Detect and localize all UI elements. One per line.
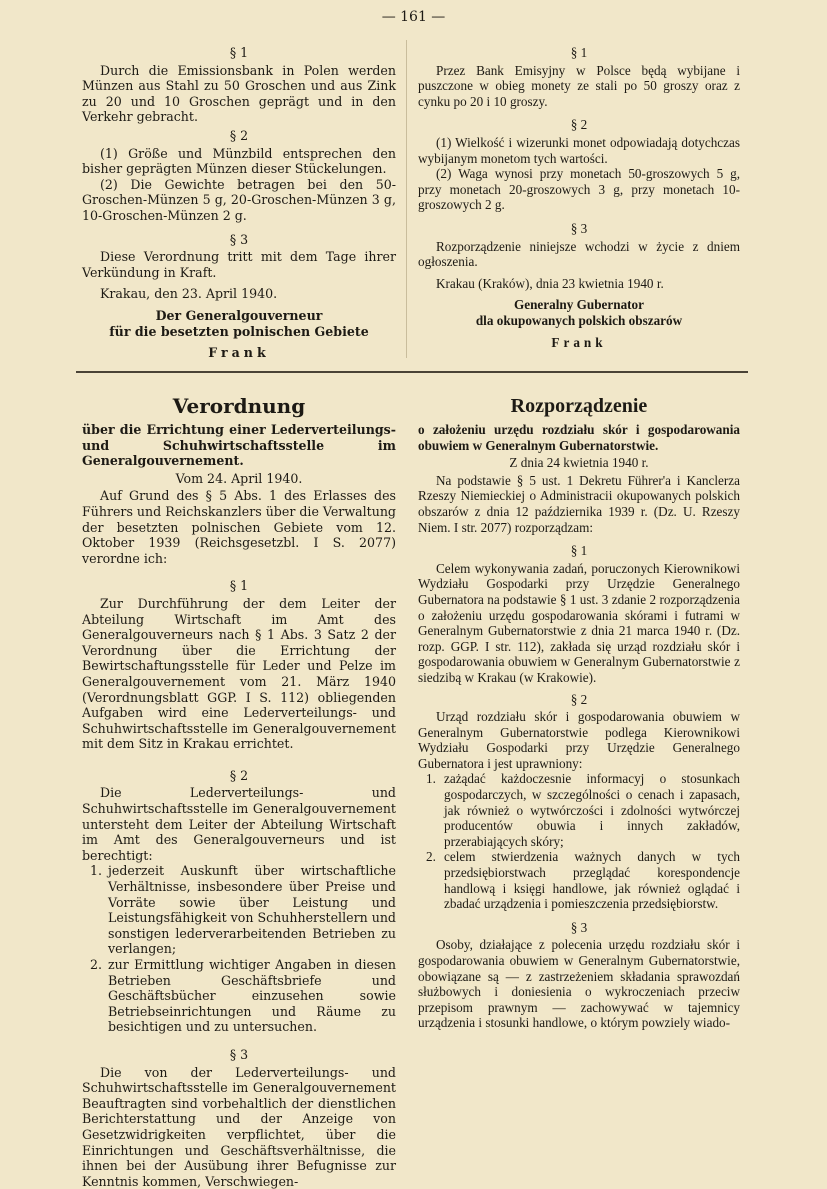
list-number: 2. [90, 957, 103, 972]
page-number: — 161 — [381, 9, 446, 25]
bottom-polish-column [418, 394, 740, 1031]
section-heading: § 3 [229, 231, 249, 247]
paragraph: Die Lederverteilungs- und Schuhwirtschaftsstelle im Generalgouvernement untersteht dem Leiter der Abteilung Wirtschaft im Amt des Generalgouverneurs und ist berechtigt: [82, 785, 396, 863]
preamble: Auf Grund des § 5 Abs. 1 des Erlasses des Führers und Reichskanzlers über die Verwaltung der besetzten polnischen Gebiete vom 12. Oktober 1939 (Reichsgesetzbl. I S. 2077) verordne ich: [82, 488, 396, 566]
section-heading: § 1 [229, 578, 249, 594]
section-heading: § 2 [570, 117, 588, 133]
ordinance-date: Vom 24. April 1940. [175, 470, 303, 486]
list-number: 2. [426, 849, 436, 865]
authority-list [82, 863, 396, 1035]
paragraph: Zur Durchführung der dem Leiter der Abteilung Wirtschaft im Amt des Generalgouverneurs nach § 1 Abs. 3 Satz 2 der Verordnung über die Errichtung der Bewirtschaftungsstelle für Leder und Pelze im Generalgouvernement vom 21. März 1940 (Verordnungsblatt GGP. I S. 112) obliegenden Aufgaben wird eine Lederverteilungs- und Schuhwirtschaftsstelle im Generalgouvernement mit dem Sitz in Krakau errichtet. [82, 595, 396, 752]
list-text: zażądać każdoczesnie informacyj o stosunkach gospodarczych, w szczególności o cenach i zapasach, jak również o wytwórczości i zdolności wytwórczej producentów obuwia i innych zakładów, przerabiających skóry; [444, 771, 740, 849]
signature-title: für die besetzten polnischen Gebiete [109, 323, 369, 339]
list-item [418, 771, 740, 849]
section-heading: § 3 [570, 220, 588, 236]
paragraph: (2) Waga wynosi przy monetach 50-groszowych 5 g, przy monetach 20-groszowych 3 g, przy monetach 10-groszowych 2 g. [418, 166, 740, 213]
ordinance-date: Z dnia 24 kwietnia 1940 r. [509, 455, 649, 471]
place-date: Krakau, den 23. April 1940. [100, 286, 278, 302]
signature-title: Der Generalgouverneur [155, 307, 323, 323]
paragraph: (1) Größe und Münzbild entsprechen den bisher geprägten Münzen dieser Stückelungen. [82, 145, 396, 177]
signature-name: Frank [551, 334, 607, 350]
bottom-german-column [82, 394, 396, 1189]
ordinance-title: Verordnung [172, 394, 306, 418]
section-heading: § 1 [229, 45, 249, 60]
section-heading: § 2 [570, 691, 588, 707]
column-separator [406, 40, 407, 358]
list-number: 1. [426, 771, 436, 787]
list-number: 1. [90, 863, 103, 879]
paragraph: Celem wykonywania zadań, poruczonych Kierownikowi Wydziału Gospodarki przy Urzędzie Generalnego Gubernatora na podstawie § 1 ust. 3 zdanie 2 rozporządzenia o założeniu urzędu gospodarowania skórami i futrami w Generalnym Gubernatorstwie z dnia 21 marca 1940 r. (Dz. rozp. GGP. I str. 112), zakłada się urząd rozdziału skór i gospodarowania obuwiem w Generalnym Gubernatorstwie z siedzibą w Krakau (w Krakowie). [418, 560, 740, 685]
paragraph: Urząd rozdziału skór i gospodarowania obuwiem w Generalnym Gubernatorstwie podlega Kierownikowi Wydziału Gospodarki przy Urzędzie Generalnego Gubernatora i jest uprawniony: [418, 709, 740, 771]
section-heading: § 1 [570, 45, 588, 60]
top-polish-column [418, 42, 740, 350]
paragraph: (1) Wielkość i wizerunki monet odpowiadają dotychczas wybijanym monetom tych wartości. [418, 134, 740, 166]
top-german-column [82, 42, 396, 361]
paragraph: Die von der Lederverteilungs- und Schuhwirtschaftsstelle im Generalgouvernement Beauftragten sind vorbehaltlich der dienstlichen Berichterstattung und der Anzeige von Gesetzwidrigkeiten verpflichtet, über die Einrichtungen und Geschäftsverhältnisse, die ihnen bei der Ausübung ihrer Befugnisse zur Kenntnis kommen, Verschwiegen- [82, 1064, 396, 1189]
paragraph: Durch die Emissionsbank in Polen werden Münzen aus Stahl zu 50 Groschen und aus Zink zu 20 und 10 Groschen geprägt und in den Verkehr gebracht. [82, 62, 396, 125]
authority-list [418, 771, 740, 911]
preamble: Na podstawie § 5 ust. 1 Dekretu Führer'a i Kanclerza Rzeszy Niemieckiej o Administracii okupowanych polskich obszarów z dnia 12 października 1939 r. (Dz. U. Rzeszy Niem. I str. 2077) rozporządzam: [418, 472, 740, 535]
list-text: celem stwierdzenia ważnych danych w tych przedsiębiorstwach przeglądać korespondencje handlową i księgi handlowe, jak również oglądać i zbadać urządzenia i pomieszczenia przedsiębiorstw. [444, 849, 740, 912]
paragraph: (2) Die Gewichte betragen bei den 50-Groschen-Münzen 5 g, 20-Groschen-Münzen 3 g, 10-Groschen-Münzen 2 g. [82, 176, 396, 223]
signature-title: Generalny Gubernator [513, 297, 645, 313]
signature-name: Frank [208, 345, 270, 361]
paragraph: Diese Verordnung tritt mit dem Tage ihrer Verkündung in Kraft. [82, 249, 396, 280]
ordinance-subtitle: o założeniu urzędu rozdziału skór i gospodarowania obuwiem w Generalnym Gubernatorstwie. [418, 422, 740, 453]
section-heading: § 3 [570, 919, 588, 935]
list-item [82, 957, 396, 1035]
ordinance-title: Rozporządzenie [510, 395, 648, 417]
list-item [418, 849, 740, 911]
paragraph: Przez Bank Emisyjny w Polsce będą wybijane i puszczone w obieg monety ze stali po 50 groszy oraz z cynku po 20 i 10 groszy. [418, 62, 740, 109]
ordinance-subtitle: über die Errichtung einer Lederverteilungs- und Schuhwirtschaftsstelle im Generalgouvernement. [82, 422, 396, 469]
section-heading: § 2 [229, 767, 249, 783]
section-divider [76, 371, 748, 373]
list-text: zur Ermittlung wichtiger Angaben in diesen Betrieben Geschäftsbriefe und Geschäftsbücher einzusehen sowie Betriebseinrichtungen und Räume zu besichtigen und zu untersuchen. [108, 957, 396, 1035]
signature-title: dla okupowanych polskich obszarów [475, 312, 683, 328]
section-heading: § 2 [229, 127, 249, 143]
section-heading: § 3 [229, 1046, 249, 1062]
section-heading: § 1 [570, 543, 588, 559]
paragraph: Rozporządzenie niniejsze wchodzi w życie z dniem ogłoszenia. [418, 238, 740, 270]
paragraph: Osoby, działające z polecenia urzędu rozdziału skór i gospodarowania obuwiem w Generalnym Gubernatorstwie, obowiązane są — z zastrzeżeniem składania sprawozdań służbowych i doniesienia o wykroczeniach przeciw przepisom prawnym — zachowywać w tajemnicy urządzenia i stosunki handlowe, o którym powziely wiado- [418, 937, 740, 1031]
list-item [82, 863, 396, 957]
list-text: jederzeit Auskunft über wirtschaftliche Verhältnisse, insbesondere über Preise und Vorräte sowie über Leistung und Leistungsfähigkeit von Schuhherstellern und sonstigen lederverarbeitenden Betrieben zu verlangen; [108, 863, 396, 957]
place-date: Krakau (Kraków), dnia 23 kwietnia 1940 r. [436, 275, 664, 291]
